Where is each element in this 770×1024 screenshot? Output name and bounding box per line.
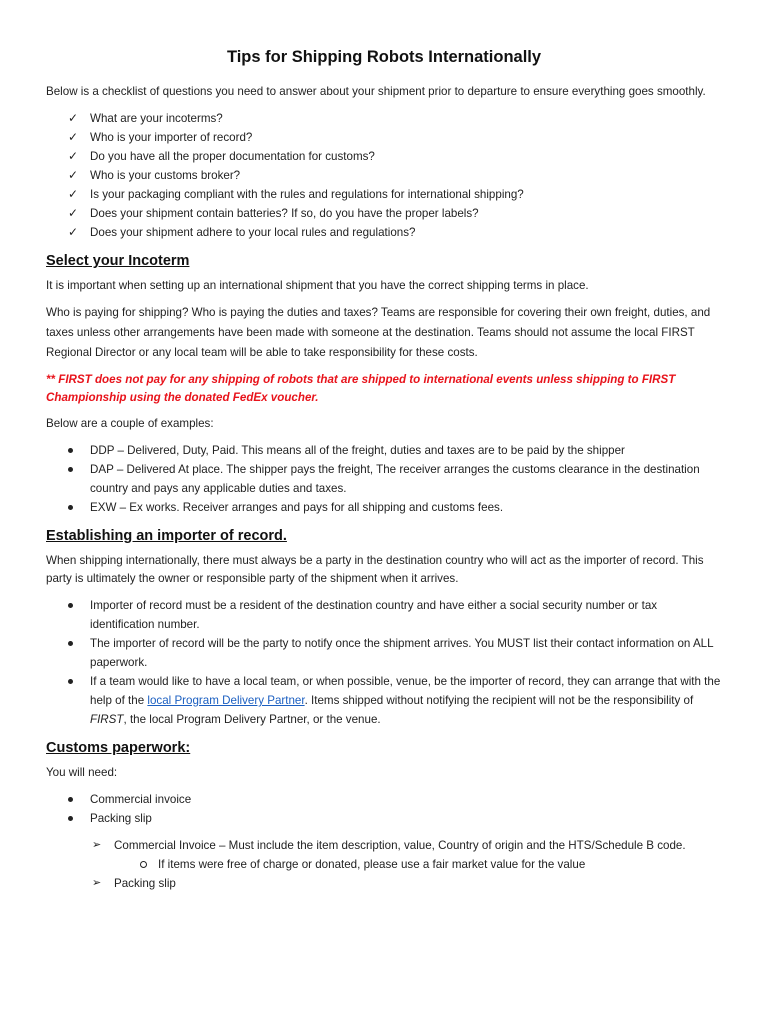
- list-item: EXW – Ex works. Receiver arranges and pays for all shipping and customs fees.: [46, 498, 722, 517]
- customs-sub-list: [46, 855, 722, 874]
- bullet-icon: [68, 679, 73, 684]
- bullet-icon: [68, 797, 73, 802]
- list-item: Packing slip: [46, 809, 722, 828]
- arrow-right-icon: ➢: [92, 877, 102, 889]
- list-item: ➢ Commercial Invoice – Must include the item description, value, Country of origin and the HTS/Schedule B code.: [46, 836, 722, 855]
- checklist: [46, 109, 722, 242]
- checklist-item: ✓ What are your incoterms?: [46, 109, 722, 128]
- customs-list: [46, 790, 722, 828]
- check-icon: ✓: [68, 225, 79, 239]
- incoterm-paragraph: It is important when setting up an international shipment that you have the correct shipping terms in place.: [46, 279, 589, 292]
- checklist-item: ✓ Does your shipment contain batteries? If so, do you have the proper labels?: [46, 204, 722, 223]
- section-heading-incoterm: Select your Incoterm: [46, 253, 190, 269]
- checklist-item: ✓ Who is your customs broker?: [46, 166, 722, 185]
- importer-paragraph: When shipping internationally, there must always be a party in the destination country who will act as the importer of record. This party is ultimately the owner or responsible party of the shipment when it arrives.: [46, 554, 704, 585]
- bullet-icon: [68, 467, 73, 472]
- checklist-item: ✓ Is your packaging compliant with the rules and regulations for international shipping?: [46, 185, 722, 204]
- check-icon: ✓: [68, 206, 79, 220]
- warning-note: ** FIRST does not pay for any shipping of robots that are shipped to international events unless shipping to FIRST Championship using the donated FedEx voucher.: [46, 373, 676, 404]
- check-icon: ✓: [68, 168, 79, 182]
- list-item: ➢ Packing slip: [46, 874, 722, 893]
- bullet-icon: [68, 505, 73, 510]
- intro-text: Below is a checklist of questions you need to answer about your shipment prior to departure to ensure everything goes smoothly.: [46, 85, 706, 98]
- customs-arrow-list: [46, 836, 722, 855]
- circle-bullet-icon: [140, 861, 147, 868]
- list-item: Commercial invoice: [46, 790, 722, 809]
- page-title: Tips for Shipping Robots Internationally: [226, 48, 542, 66]
- customs-arrow-list: [46, 874, 722, 893]
- check-icon: ✓: [68, 111, 79, 125]
- checklist-item: ✓ Do you have all the proper documentation for customs?: [46, 147, 722, 166]
- bullet-icon: [68, 641, 73, 646]
- bullet-icon: [68, 448, 73, 453]
- check-icon: ✓: [68, 149, 79, 163]
- incoterm-paragraph: Who is paying for shipping? Who is paying the duties and taxes? Teams are responsible for covering their own freight, duties, and taxes unless other arrangements have been made with someone at the destination. Teams should not assume the local FIRST Regional Director or any local team will be able to take responsibility for these costs.: [46, 306, 711, 359]
- list-item: Importer of record must be a resident of the destination country and have either a social security number or tax identification number.: [46, 596, 722, 634]
- bullet-icon: [68, 603, 73, 608]
- program-delivery-partner-link[interactable]: local Program Delivery Partner: [147, 694, 305, 707]
- bullet-icon: [68, 816, 73, 821]
- list-item: DAP – Delivered At place. The shipper pays the freight, The receiver arranges the customs clearance in the destination country and pays any applicable duties and taxes.: [46, 460, 722, 498]
- list-item: DDP – Delivered, Duty, Paid. This means all of the freight, duties and taxes are to be paid by the shipper: [46, 441, 722, 460]
- checklist-item: ✓ Does your shipment adhere to your local rules and regulations?: [46, 223, 722, 242]
- check-icon: ✓: [68, 130, 79, 144]
- check-icon: ✓: [68, 187, 79, 201]
- importer-list: [46, 596, 722, 729]
- checklist-item: ✓ Who is your importer of record?: [46, 128, 722, 147]
- list-item: The importer of record will be the party to notify once the shipment arrives. You MUST list their contact information on ALL paperwork.: [46, 634, 722, 672]
- examples-intro: Below are a couple of examples:: [46, 417, 214, 430]
- list-item: If a team would like to have a local team, or when possible, venue, be the importer of record, they can arrange that with the help of the local Program Delivery Partner. Items shipped without notifying the recipient will not be the responsibility of FIRST, the local Program Delivery Partner, or the venue.: [46, 672, 722, 729]
- list-item: If items were free of charge or donated, please use a fair market value for the value: [46, 855, 722, 874]
- section-heading-customs: Customs paperwork:: [46, 740, 191, 756]
- section-heading-importer: Establishing an importer of record.: [46, 528, 287, 544]
- arrow-right-icon: ➢: [92, 839, 102, 851]
- examples-list: [46, 441, 722, 517]
- customs-intro: You will need:: [46, 766, 118, 779]
